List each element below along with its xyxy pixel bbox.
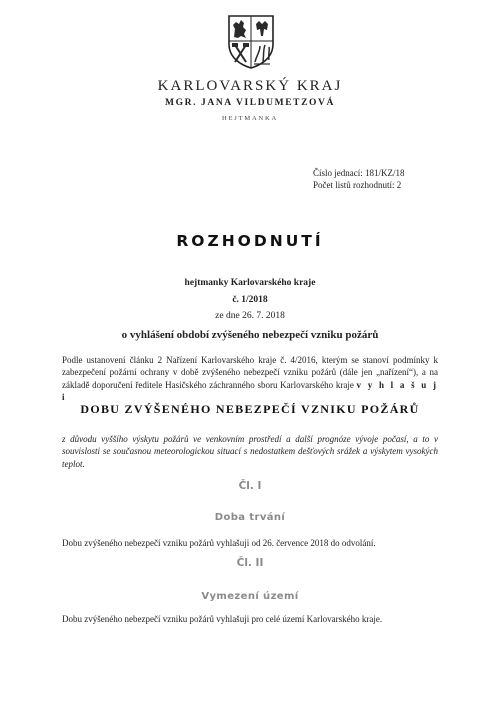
article-2-text: Dobu zvýšeného nebezpečí vzniku požárů vyhlašuji pro celé území Karlovarského kraje. (62, 614, 383, 624)
organization-name: KARLOVARSKÝ KRAJ (157, 78, 343, 94)
article-1-text: Dobu zvýšeného nebezpečí vzniku požárů vyhlašuji od 26. července 2018 do odvolání. (62, 538, 376, 548)
document-title: ROZHODNUTÍ (176, 232, 324, 250)
person-role: HEJTMANKA (222, 115, 278, 122)
decision-date: ze dne 26. 7. 2018 (215, 311, 285, 321)
case-number: Číslo jednací: 181/KZ/18 (313, 168, 405, 178)
regional-coat-of-arms-icon (227, 14, 275, 70)
decision-number: č. 1/2018 (232, 295, 268, 305)
article-2-title: Vymezení území (201, 591, 299, 602)
decision-subject: o vyhlášení období zvýšeného nebezpečí vzniku požárů (121, 329, 379, 341)
decree-word: v y h l a š u j i (62, 379, 439, 403)
intro-paragraph (62, 354, 438, 404)
declaration-heading: DOBU ZVÝŠENÉHO NEBEZPEČÍ VZNIKU POŽÁRŮ (80, 402, 420, 416)
article-1-number: Čl. I (238, 480, 262, 492)
issuer: hejtmanky Karlovarského kraje (184, 278, 316, 288)
sheet-count: Počet listů rozhodnutí: 2 (313, 180, 402, 190)
person-name: MGR. JANA VILDUMETZOVÁ (165, 98, 335, 108)
article-1-title: Doba trvání (214, 512, 286, 523)
article-2-number: Čl. II (236, 557, 264, 569)
intro-text: Podle ustanovení článku 2 Nařízení Karlovarského kraje č. 4/2016, kterým se stanoví podmínky k zabezpečení požární ochrany v době zvýšeného nebezpečí vzniku požárů (dále jen „nařízení“), a na základě doporučení ředitele Hasičského záchranného sboru Karlovarského kraje (62, 355, 438, 390)
reason-paragraph: z důvodu vyššího výskytu požárů ve venkovním prostředí a další prognóze vývoje počasí, a to v souvislosti se současnou meteorologickou situací s nedostatkem dešťových srážek a výskytem vysokých teplot. (62, 434, 438, 469)
